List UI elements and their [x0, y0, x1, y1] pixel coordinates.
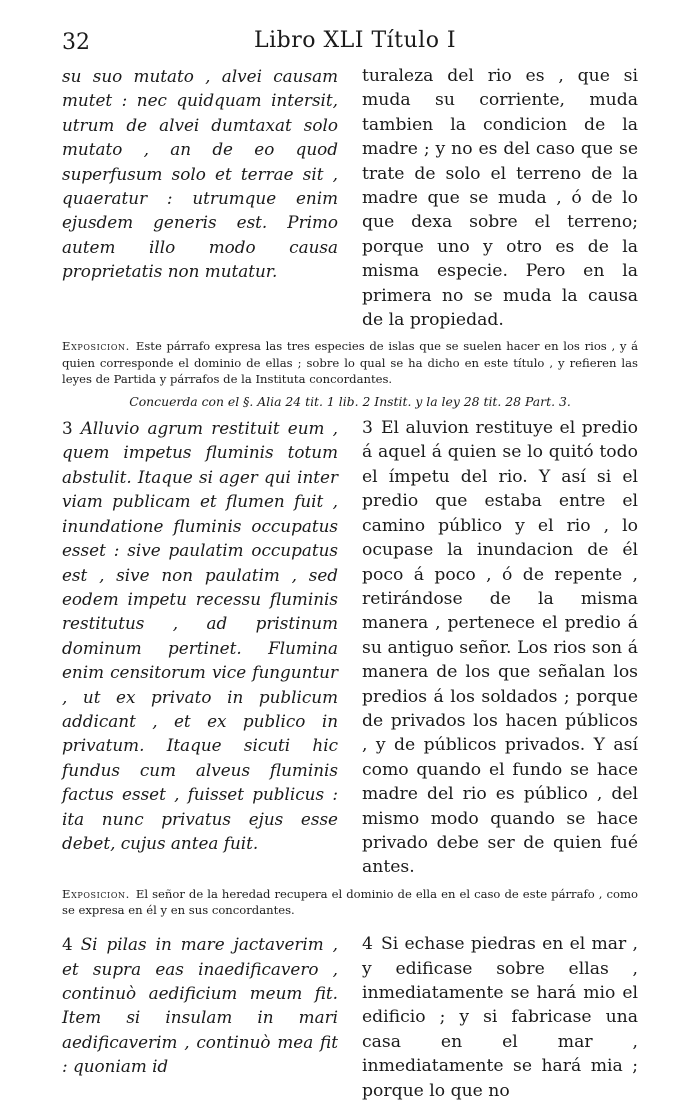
spanish-text: turaleza del rio es , que si muda su corriente, muda tambien la condicion de la madre ; y no es del caso que se trate de solo el terreno de la madre que se muda , ó de lo que dexa sobre el terreno; porque uno y otro es de la misma especie. Pero en la primera no se muda la causa de la propiedad.: [362, 66, 638, 331]
section-number: 4: [362, 934, 373, 955]
latin-paragraph: Alluvio agrum restituit eum , quem impetus fluminis totum abstulit. Itaque si ager qui inter viam publicam et flumen fuit , inundatione fluminis occupatus esset : sive paulatim occupatus est , sive non paulatim , sed eodem impetu recessu fluminis restitutus , ad pristinum dominum pertinet. Flumina enim censitorum vice funguntur , ut ex privato in publicum addicant , et ex publico in privatum. Itaque sicuti hic fundus cum alveus fluminis factus esset , fuisset publicus : ita nunc privatus ejus esse debet, cujus antea fuit.: [62, 418, 338, 853]
concordance-note: Concuerda con el §. Alia 24 tit. 1 lib. 2 Instit. y la ley 28 tit. 28 Part. 3.: [129, 394, 571, 410]
latin-text: [62, 416, 338, 855]
spanish-column: [362, 416, 638, 880]
exposition-text: Este párrafo expresa las tres especies de islas que se suelen hacer en los rios , y á quien corresponde el dominio de ellas ; sobre lo qual se ha dicho en este título , y refieren las leyes de Partida y párrafos de la Instituta concordantes.: [62, 339, 638, 386]
exposition-note: [62, 338, 638, 387]
section-number: 3: [362, 418, 373, 439]
spanish-paragraph: Si echase piedras en el mar , y edificase sobre ellas , inmediatamente se hará mio el edificio ; y si fabricase una casa en el mar , inmediatamente se hará mia ; porque lo que no: [362, 934, 638, 1101]
book-page: [62, 24, 638, 1103]
latin-text: su suo mutato , alvei causam mutet : nec quidquam intersit, utrum de alvei dumtaxat solo mutato , an de eo quod superfusum solo et terrae sit , quaeratur : utrumque enim ejusdem generis est. Primo autem illo modo causa proprietatis non mutatur.: [62, 66, 338, 282]
latin-paragraph: Si pilas in mare jactaverim , et supra eas inaedificavero , continuò aedificium meum fit. Item si insulam in mari aedificaverim , continuò mea fit : quoniam id: [62, 934, 338, 1077]
spanish-column: [362, 64, 638, 332]
section-number: 3: [62, 418, 73, 439]
page-number: 32: [62, 30, 90, 55]
section-number: 4: [62, 934, 73, 955]
spanish-text: [362, 416, 638, 880]
exposition-text: El señor de la heredad recupera el dominio de ella en el caso de este párrafo , como se expresa en él y en sus concordantes.: [62, 886, 638, 917]
spanish-column: [362, 932, 638, 1103]
page-header: [62, 24, 638, 64]
exposition-note: [62, 886, 638, 918]
section-3: [62, 416, 638, 880]
latin-column: [62, 932, 338, 1103]
section-continuation: [62, 64, 638, 332]
exposition-label: Exposicion.: [62, 886, 130, 901]
spanish-paragraph: El aluvion restituye el predio á aquel á quien se lo quitó todo el ímpetu del rio. Y así si el predio que estaba entre el camino público y el rio , lo ocupase la inundacion de él poco á poco , ó de repente , retirándose de la misma manera , pertenece el predio á su antiguo señor. Los rios son á manera de los que señalan los predios á los soldados ; porque de privados los hacen públicos , y de públicos privados. Y así como quando el fundo se hace madre del rio es público , del mismo modo quando se hace privado debe ser de quien fué antes.: [362, 418, 638, 878]
exposition-label: Exposicion.: [62, 339, 130, 354]
latin-text: [62, 932, 338, 1078]
spanish-text: [362, 932, 638, 1103]
running-title: Libro XLI Título I: [254, 28, 457, 53]
section-4: [62, 932, 638, 1103]
latin-column: [62, 416, 338, 880]
latin-column: [62, 64, 338, 332]
